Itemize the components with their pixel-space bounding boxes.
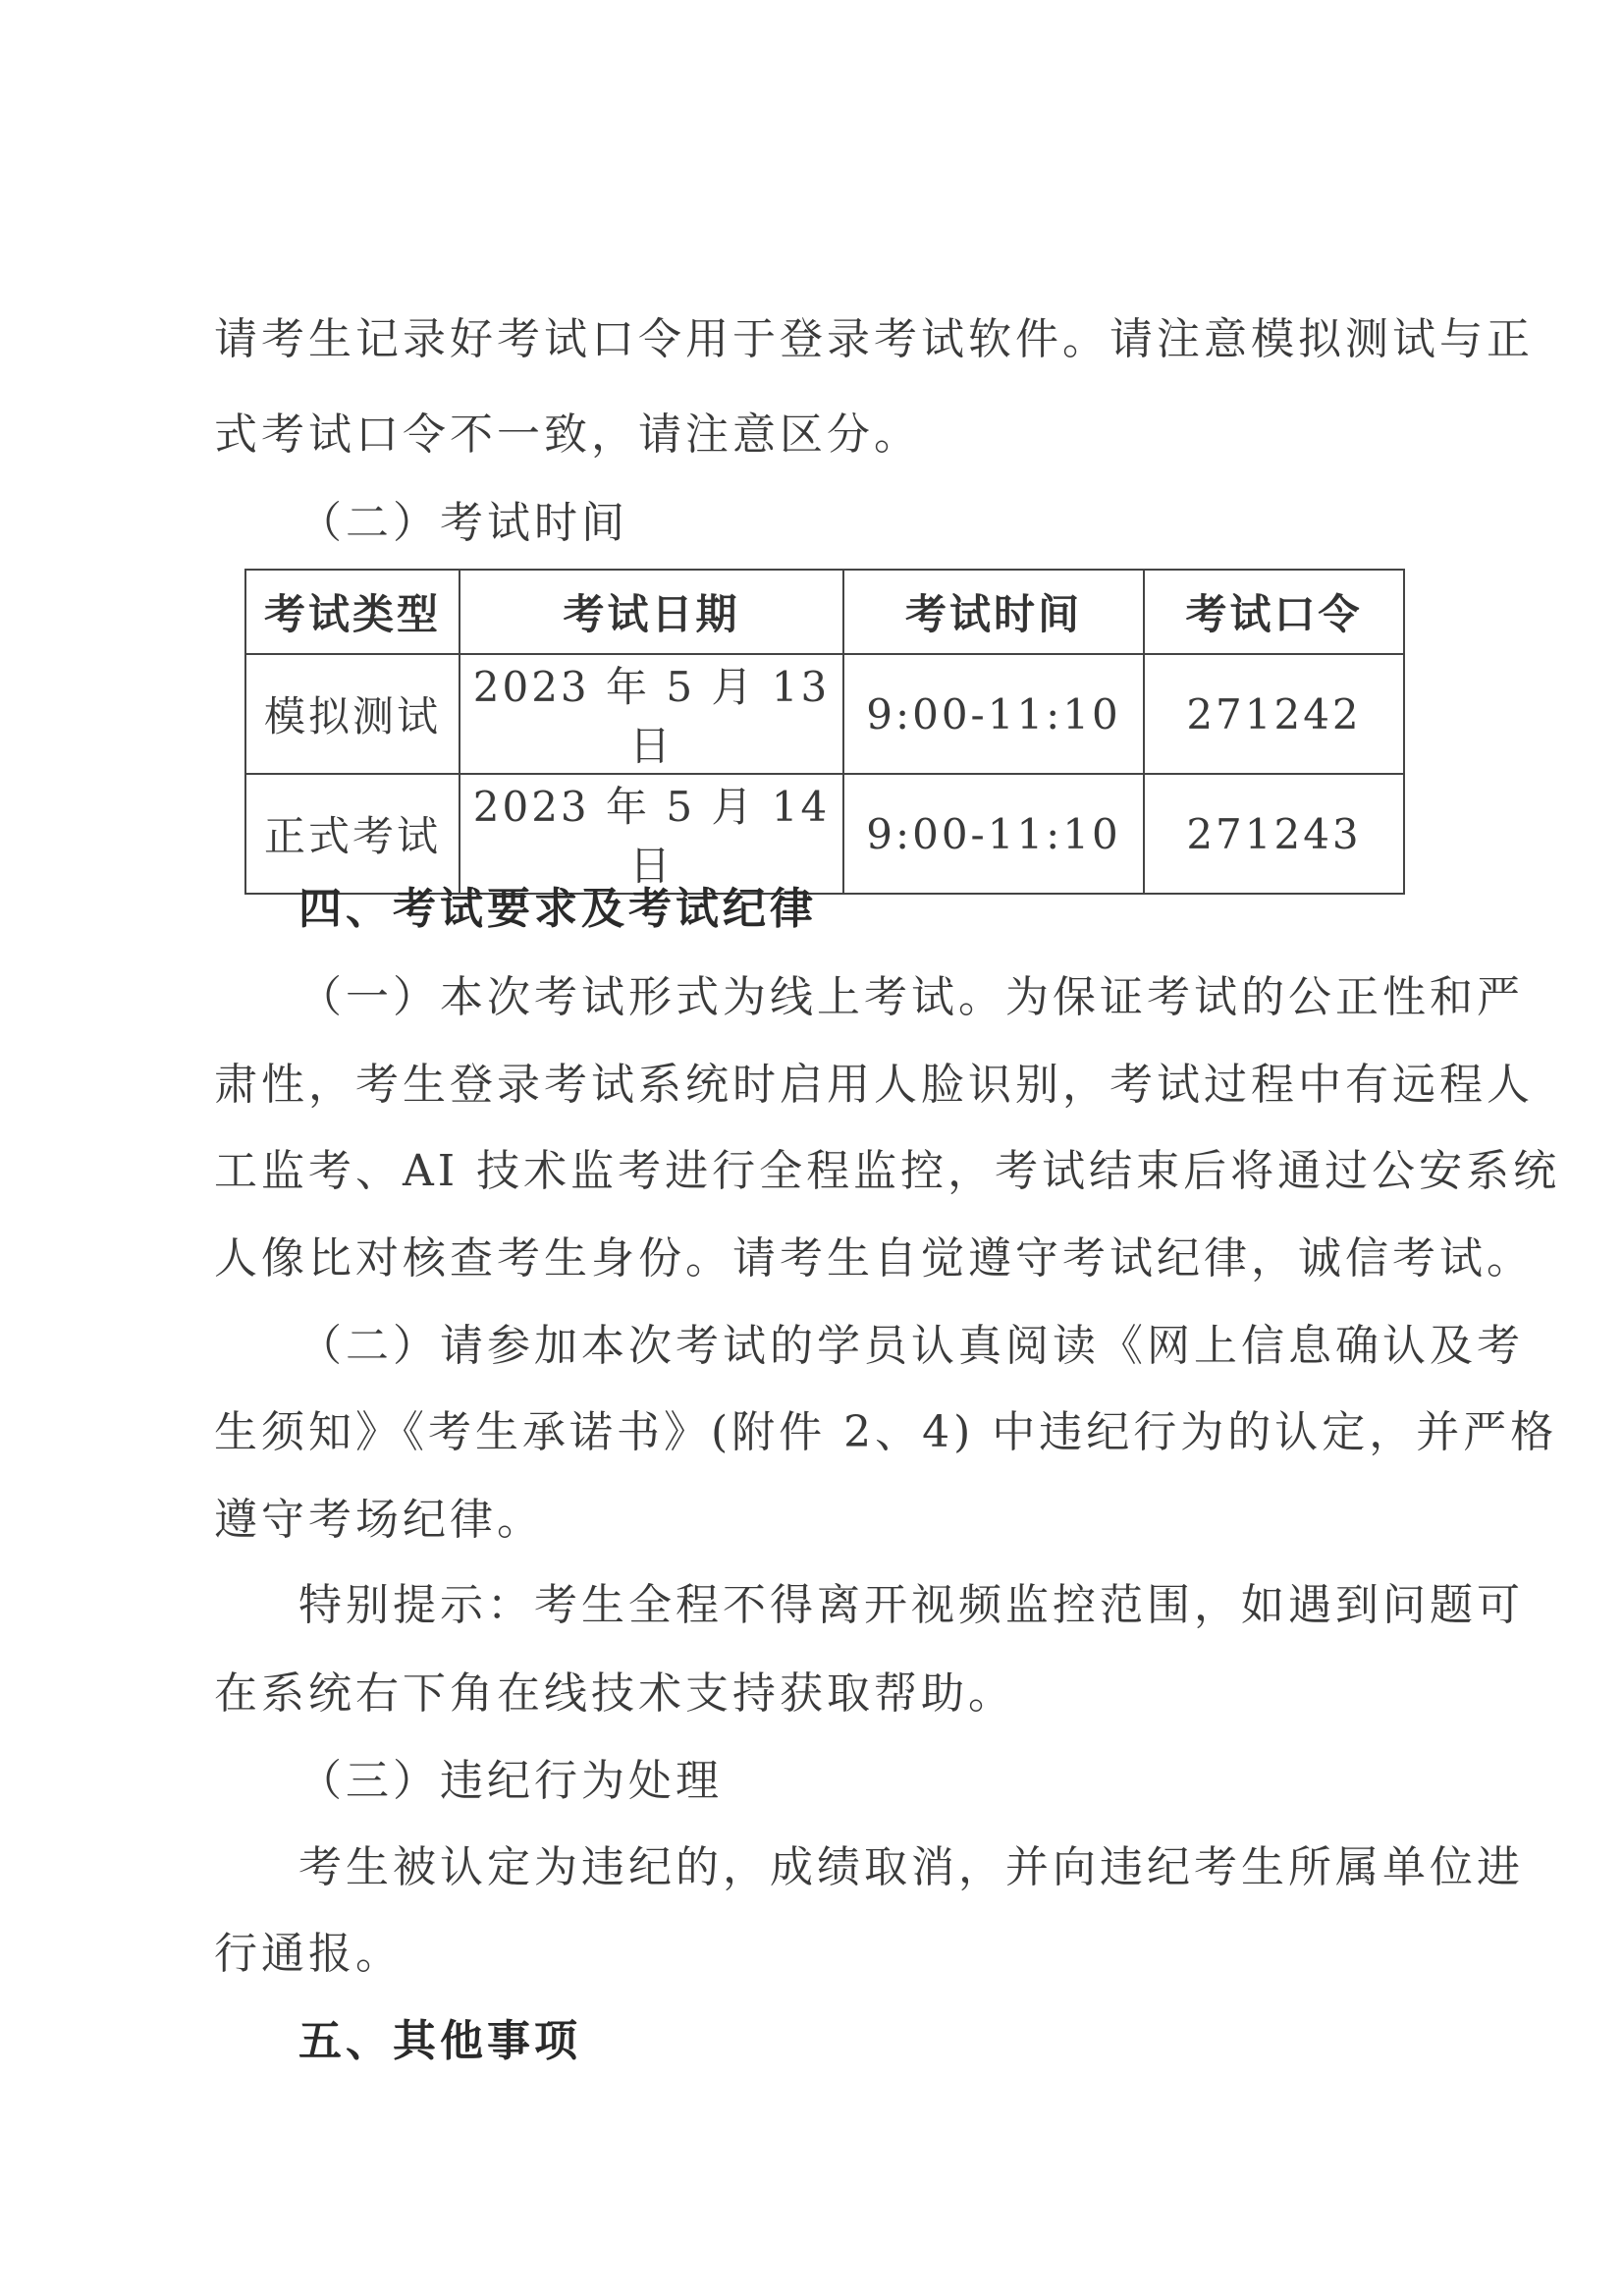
- paragraph-line: 请考生记录好考试口令用于登录考试软件。请注意模拟测试与正: [214, 314, 1534, 364]
- paragraph-line: 在系统右下角在线技术支持获取帮助。: [214, 1668, 1015, 1719]
- cell-exam-password: 271243: [1144, 774, 1404, 894]
- cell-exam-date: 2023 年 5 月 14 日: [460, 774, 843, 894]
- section-exam-time-title: （二）考试时间: [298, 498, 628, 548]
- table-row: [245, 654, 1404, 774]
- paragraph-line: 考生被认定为违纪的，成绩取消，并向违纪考生所属单位进: [298, 1842, 1524, 1892]
- cell-exam-time: 9:00-11:10: [843, 654, 1144, 774]
- section-violation-title: （三）违纪行为处理: [298, 1756, 723, 1806]
- paragraph-line: 遵守考场纪律。: [214, 1495, 544, 1545]
- section-heading-5: 五、其他事项: [298, 2016, 581, 2066]
- exam-schedule-table: [244, 569, 1405, 895]
- header-exam-type: 考试类型: [245, 570, 460, 654]
- paragraph-line: 工监考、AI 技术监考进行全程监控，考试结束后将通过公安系统: [214, 1146, 1561, 1196]
- cell-exam-date: 2023 年 5 月 13 日: [460, 654, 843, 774]
- cell-exam-type: 正式考试: [245, 774, 460, 894]
- cell-exam-time: 9:00-11:10: [843, 774, 1144, 894]
- paragraph-line: （二）请参加本次考试的学员认真阅读《网上信息确认及考: [298, 1321, 1524, 1371]
- table-header-row: [245, 570, 1404, 654]
- header-exam-date: 考试日期: [460, 570, 843, 654]
- paragraph-line: 人像比对核查考生身份。请考生自觉遵守考试纪律，诚信考试。: [214, 1233, 1534, 1284]
- table-row: [245, 774, 1404, 894]
- paragraph-line: （一）本次考试形式为线上考试。为保证考试的公正性和严: [298, 972, 1524, 1022]
- paragraph-line: 行通报。: [214, 1929, 403, 1979]
- header-exam-time: 考试时间: [843, 570, 1144, 654]
- cell-exam-type: 模拟测试: [245, 654, 460, 774]
- paragraph-line: 特别提示：考生全程不得离开视频监控范围，如遇到问题可: [298, 1580, 1524, 1630]
- paragraph-line: 肃性，考生登录考试系统时启用人脸识别，考试过程中有远程人: [214, 1060, 1534, 1110]
- section-heading-4: 四、考试要求及考试纪律: [298, 884, 817, 934]
- paragraph-line: 生须知》《考生承诺书》(附件 2、4) 中违纪行为的认定，并严格: [214, 1407, 1558, 1457]
- cell-exam-password: 271242: [1144, 654, 1404, 774]
- paragraph-line: 式考试口令不一致，请注意区分。: [214, 410, 921, 460]
- header-exam-password: 考试口令: [1144, 570, 1404, 654]
